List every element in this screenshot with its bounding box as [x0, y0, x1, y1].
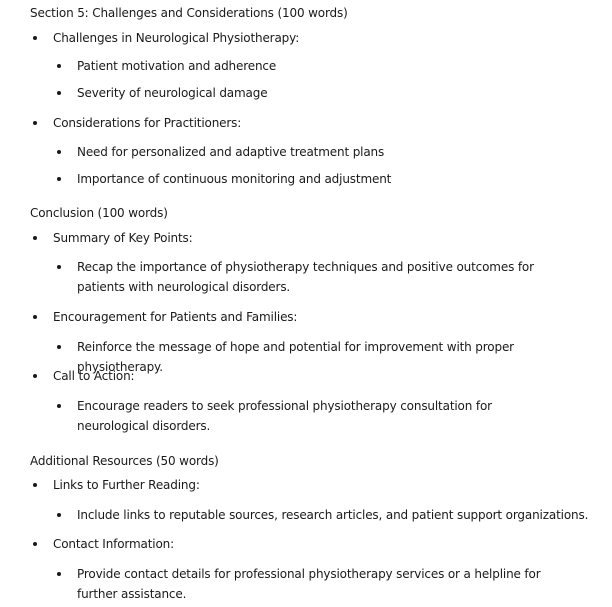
bullet-icon: [57, 345, 61, 349]
list-item: Severity of neurological damage: [77, 86, 268, 100]
group-label-call-to-action: Call to Action:: [53, 369, 135, 383]
group-label-contact: Contact Information:: [53, 537, 175, 551]
group-label-summary: Summary of Key Points:: [53, 231, 193, 245]
group-label-encouragement: Encouragement for Patients and Families:: [53, 310, 298, 324]
bullet-icon: [57, 572, 61, 576]
list-item: Provide contact details for professional physiotherapy services or a helpline for further assistance.: [77, 567, 541, 601]
bullet-icon: [33, 542, 37, 546]
resources-heading: Additional Resources (50 words): [30, 454, 219, 468]
bullet-icon: [33, 36, 37, 40]
bullet-icon: [57, 265, 61, 269]
bullet-icon: [33, 236, 37, 240]
bullet-icon: [57, 513, 61, 517]
list-item: Include links to reputable sources, research articles, and patient support organizations.: [77, 508, 589, 522]
list-item: Recap the importance of physiotherapy techniques and positive outcomes for patients with neurological disorders.: [77, 260, 534, 294]
bullet-icon: [57, 150, 61, 154]
bullet-icon: [33, 483, 37, 487]
list-item: Patient motivation and adherence: [77, 59, 277, 73]
list-item: Importance of continuous monitoring and adjustment: [77, 172, 392, 186]
bullet-icon: [33, 315, 37, 319]
bullet-icon: [57, 91, 61, 95]
bullet-icon: [33, 374, 37, 378]
bullet-icon: [57, 404, 61, 408]
conclusion-heading: Conclusion (100 words): [30, 206, 168, 220]
bullet-icon: [33, 121, 37, 125]
group-label-further-reading: Links to Further Reading:: [53, 478, 200, 492]
group-label-challenges: Challenges in Neurological Physiotherapy:: [53, 31, 300, 45]
list-item: Encourage readers to seek professional physiotherapy consultation for neurological disorders.: [77, 399, 492, 433]
list-item: Reinforce the message of hope and potential for improvement with proper physiotherapy.: [77, 340, 514, 374]
bullet-icon: [57, 177, 61, 181]
list-item: Need for personalized and adaptive treatment plans: [77, 145, 385, 159]
bullet-icon: [57, 64, 61, 68]
group-label-considerations: Considerations for Practitioners:: [53, 116, 242, 130]
section-5-heading: Section 5: Challenges and Considerations (100 words): [30, 6, 348, 20]
